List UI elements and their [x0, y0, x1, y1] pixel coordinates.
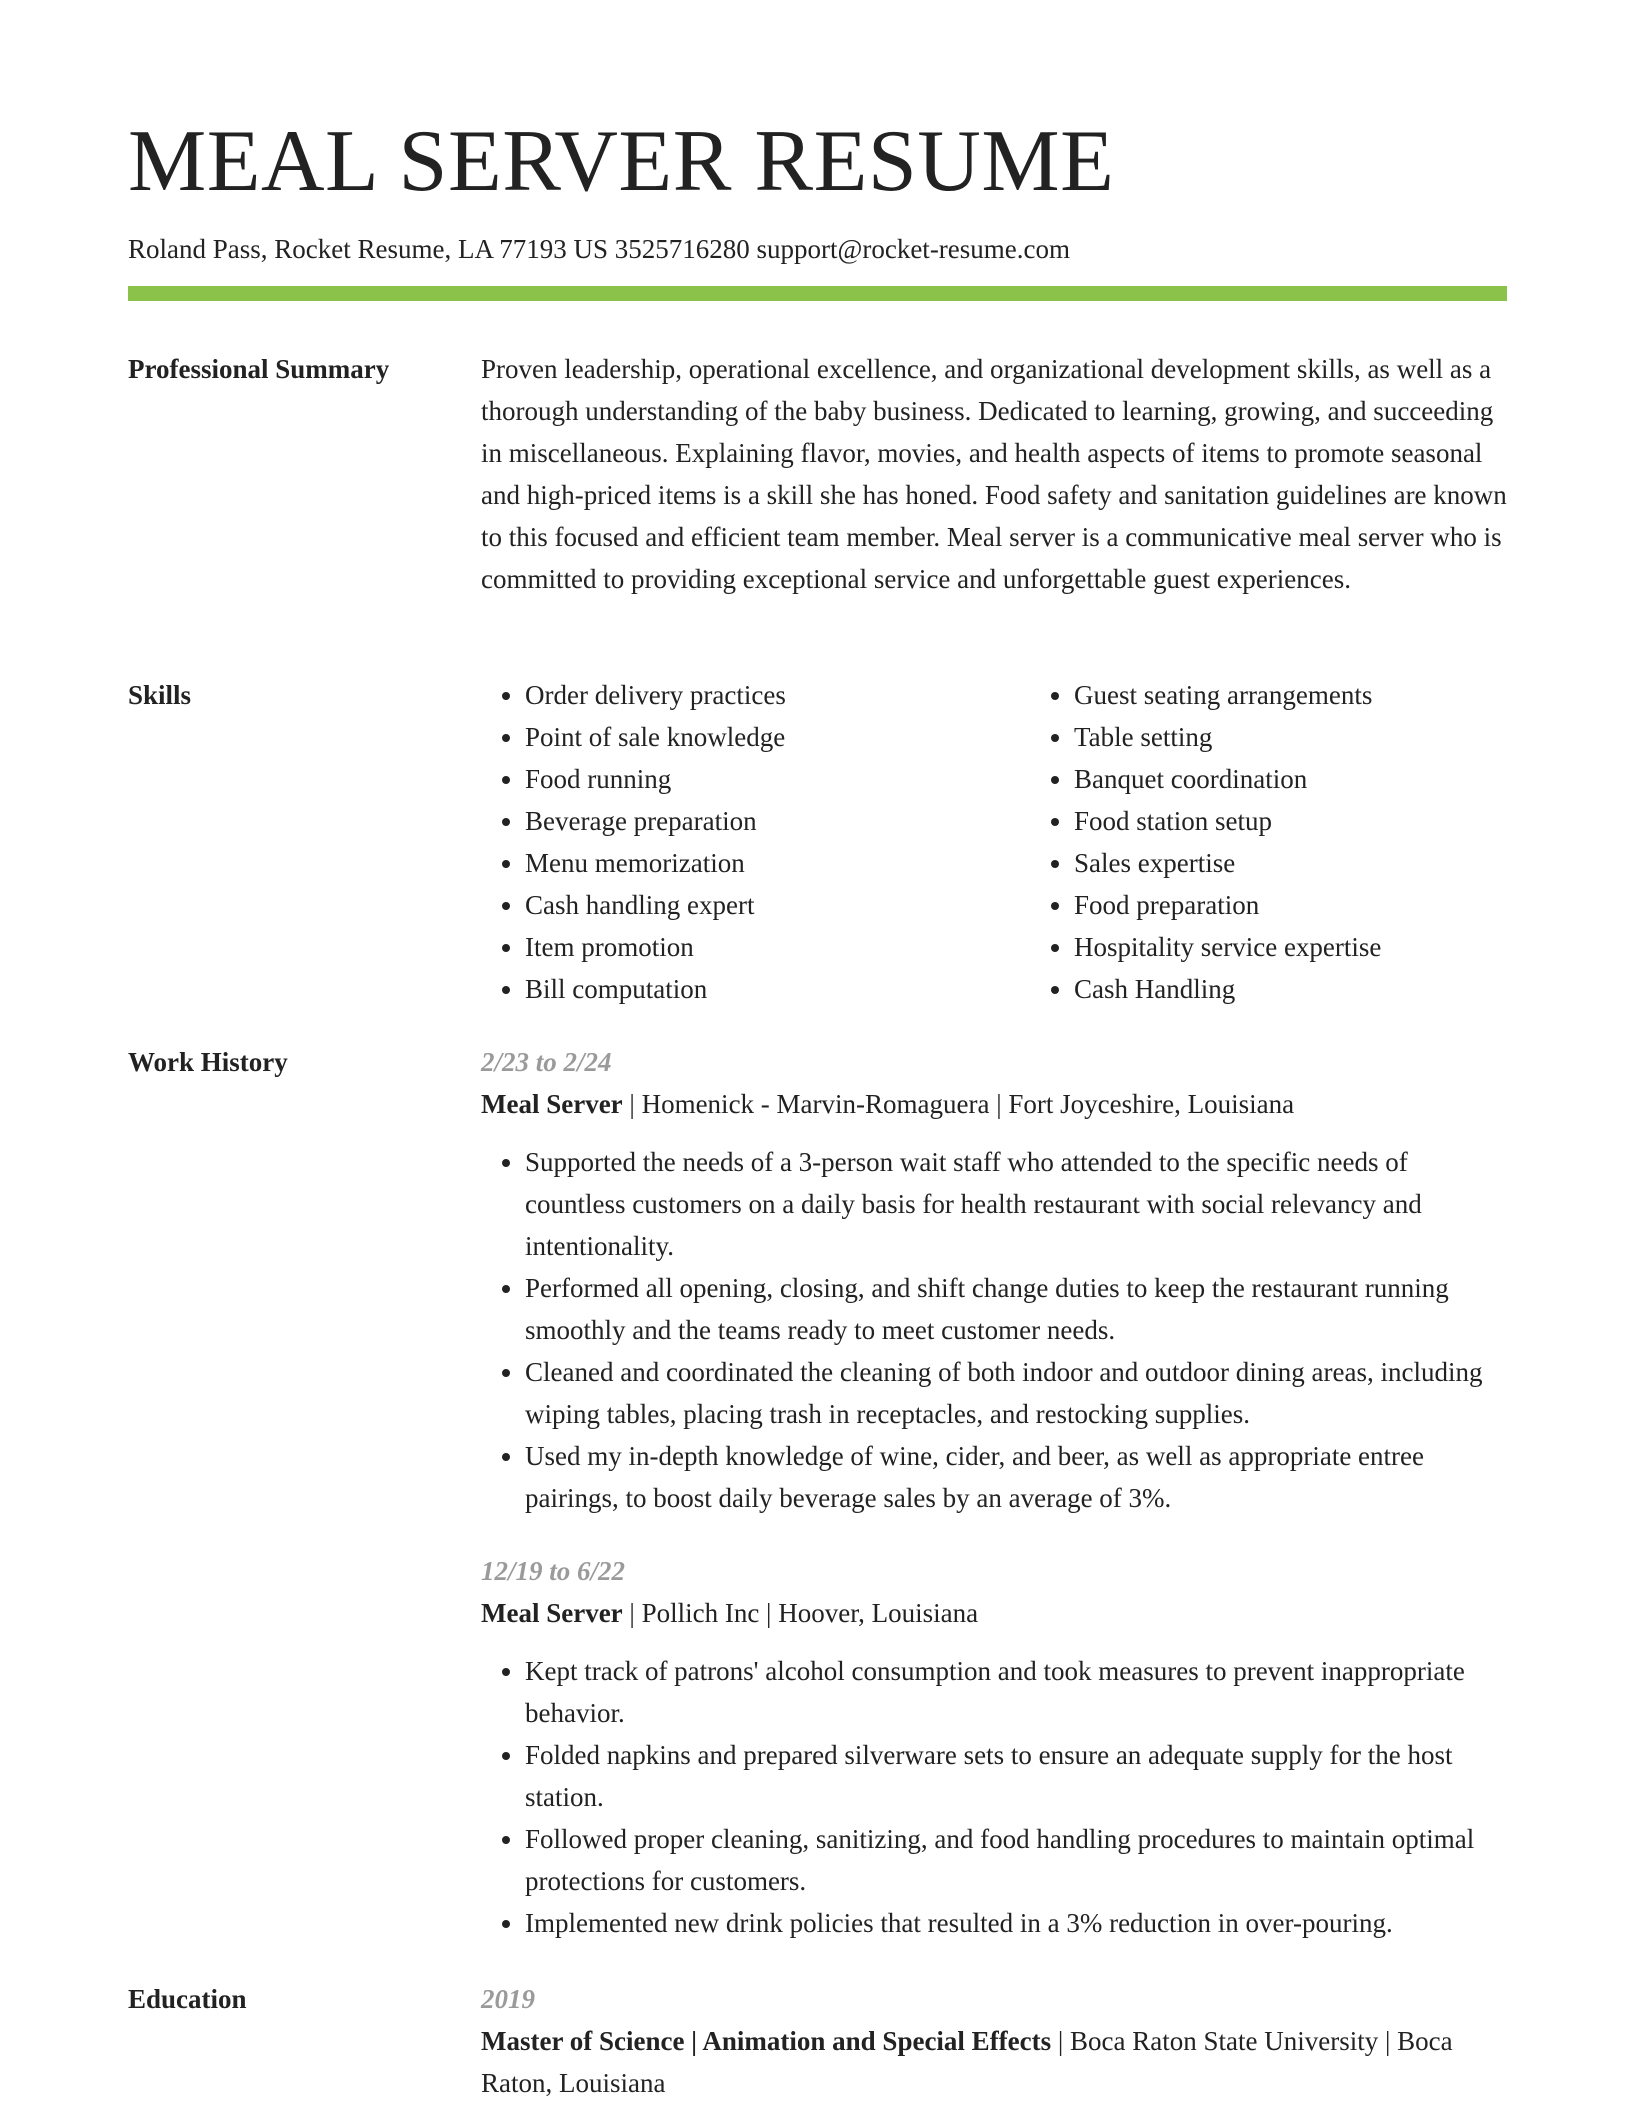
skills-heading: Skills: [128, 680, 192, 710]
education-line: [481, 2020, 1507, 2104]
job-dates: 12/19 to 6/22: [481, 1556, 626, 1586]
skill-item: • Cash Handling: [1074, 968, 1579, 1010]
work-history-heading: Work History: [128, 1047, 288, 1077]
skill-item: • Point of sale knowledge: [525, 716, 1030, 758]
skill-item: • Item promotion: [525, 926, 1030, 968]
summary-heading: Professional Summary: [128, 354, 390, 384]
job-bullet: • Performed all opening, closing, and shift change duties to keep the restaurant running smoothly and the teams ready to meet customer needs.: [525, 1267, 1507, 1351]
skill-item: • Beverage preparation: [525, 800, 1030, 842]
skill-item: • Guest seating arrangements: [1074, 674, 1579, 716]
job-bullets: [481, 1141, 1507, 1519]
job-bullet: • Implemented new drink policies that resulted in a 3% reduction in over-pouring.: [525, 1902, 1507, 1944]
job-bullet: • Used my in-depth knowledge of wine, cider, and beer, as well as appropriate entree pairings, to boost daily beverage sales by an average of 3%.: [525, 1435, 1507, 1519]
education-details: | Boca Raton State University | Boca Raton, Louisiana: [481, 2026, 1453, 2098]
job-bullets: [481, 1650, 1507, 1944]
job-role: Meal Server: [481, 1089, 623, 1119]
job-bullet: • Cleaned and coordinated the cleaning of both indoor and outdoor dining areas, including wiping tables, placing trash in receptacles, and restocking supplies.: [525, 1351, 1507, 1435]
education-heading: Education: [128, 1984, 247, 2014]
skill-item: • Sales expertise: [1074, 842, 1579, 884]
job-bullet: • Supported the needs of a 3-person wait staff who attended to the specific needs of countless customers on a daily basis for health restaurant with social relevancy and intentionality.: [525, 1141, 1507, 1267]
skill-item: • Order delivery practices: [525, 674, 1030, 716]
page-title: MEAL SERVER RESUME: [128, 113, 1115, 210]
contact-line: Roland Pass, Rocket Resume, LA 77193 US 3525716280 support@rocket-resume.com: [128, 234, 1071, 264]
job-bullet: • Kept track of patrons' alcohol consumption and took measures to prevent inappropriate behavior.: [525, 1650, 1507, 1734]
skill-item: • Hospitality service expertise: [1074, 926, 1579, 968]
skill-item: • Food running: [525, 758, 1030, 800]
job-bullet: • Followed proper cleaning, sanitizing, and food handling procedures to maintain optimal protections for customers.: [525, 1818, 1507, 1902]
skills-list-right: [1030, 674, 1579, 1010]
job-details: | Homenick - Marvin-Romaguera | Fort Joyceshire, Louisiana: [622, 1089, 1295, 1119]
skill-item: • Bill computation: [525, 968, 1030, 1010]
education-degree: Master of Science | Animation and Special Effects: [481, 2026, 1052, 2056]
education-date: 2019: [481, 1984, 535, 2014]
skill-item: • Table setting: [1074, 716, 1579, 758]
skill-item: • Food preparation: [1074, 884, 1579, 926]
job-title-line: [481, 1083, 1507, 1125]
skill-item: • Menu memorization: [525, 842, 1030, 884]
job-details: | Pollich Inc | Hoover, Louisiana: [622, 1598, 979, 1628]
job-entry: [481, 1550, 1507, 1944]
job-bullet: • Folded napkins and prepared silverware sets to ensure an adequate supply for the host station.: [525, 1734, 1507, 1818]
skill-item: • Cash handling expert: [525, 884, 1030, 926]
header-divider: [128, 286, 1507, 301]
skills-grid: [481, 674, 1507, 1010]
job-title-line: [481, 1592, 1507, 1634]
skill-item: • Food station setup: [1074, 800, 1579, 842]
job-entry: [481, 1041, 1507, 1519]
job-dates: 2/23 to 2/24: [481, 1047, 612, 1077]
skills-list-left: [481, 674, 1030, 1010]
summary-text: Proven leadership, operational excellence, and organizational development skills, as well as a thorough understanding of the baby business. Dedicated to learning, growing, and succeeding in miscellaneous. Explaining flavor, movies, and health aspects of items to promote seasonal and high-priced items is a skill she has honed. Food safety and sanitation guidelines are known to this focused and efficient team member. Meal server is a communicative meal server who is committed to providing exceptional service and unforgettable guest experiences.: [481, 354, 1507, 594]
job-role: Meal Server: [481, 1598, 623, 1628]
skill-item: • Banquet coordination: [1074, 758, 1579, 800]
